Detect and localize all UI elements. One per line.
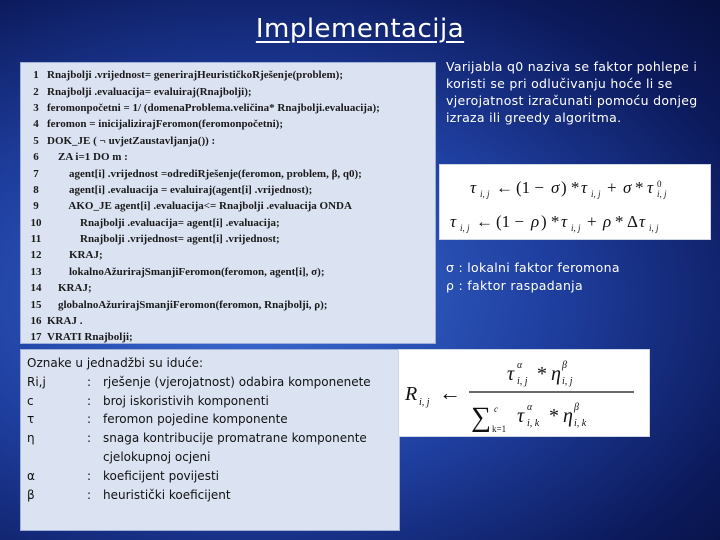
line-code: DOK_JE ( ¬ uvjetZaustavljanja()) : bbox=[47, 134, 216, 147]
notation-symbol: τ bbox=[27, 412, 35, 427]
algorithm-line bbox=[25, 231, 431, 247]
probability-formula-svg bbox=[399, 350, 649, 436]
svg-text:η: η bbox=[551, 363, 561, 385]
line-code: Rnajbolji .vrijednost= agent[i] .vrijednost; bbox=[47, 233, 280, 246]
svg-text:β: β bbox=[574, 402, 579, 413]
svg-text:i, j: i, j bbox=[460, 223, 470, 233]
svg-text:i, j: i, j bbox=[419, 397, 430, 408]
notation-definition: feromon pojedine komponente bbox=[103, 412, 288, 427]
svg-text:i, j: i, j bbox=[657, 189, 667, 199]
svg-text:τ: τ bbox=[647, 178, 654, 197]
notation-symbol: Ri,j bbox=[27, 374, 46, 389]
notation-item bbox=[27, 467, 393, 486]
line-number: 13 bbox=[30, 265, 42, 278]
algorithm-line bbox=[25, 329, 431, 345]
line-number: 10 bbox=[30, 216, 42, 229]
line-code: Rnajbolji .evaluacija= evaluiraj(Rnajbolji); bbox=[47, 85, 252, 98]
svg-text:τ: τ bbox=[561, 212, 568, 231]
line-number: 16 bbox=[30, 315, 42, 328]
line-code: ZA i=1 DO m : bbox=[47, 151, 128, 164]
line-number: 6 bbox=[33, 151, 39, 164]
notation-definition: broj iskoristivih komponenti bbox=[103, 393, 269, 408]
line-number: 2 bbox=[33, 85, 39, 98]
algorithm-line bbox=[25, 149, 431, 165]
svg-text:(1 −: (1 − bbox=[516, 178, 544, 197]
line-code: Rnajbolji .vrijednost= generirajHeurističkoRješenje(problem); bbox=[47, 69, 343, 82]
line-number: 12 bbox=[30, 249, 42, 262]
svg-text:*: * bbox=[635, 178, 644, 197]
line-code: agent[i] .vrijednost =odrediRješenje(feromon, problem, β, q0); bbox=[47, 167, 362, 180]
svg-text:) *: ) * bbox=[541, 212, 560, 231]
svg-text:β: β bbox=[562, 360, 567, 371]
svg-text:i, j: i, j bbox=[517, 376, 528, 387]
algorithm-line bbox=[25, 116, 431, 132]
svg-text:τ: τ bbox=[450, 212, 457, 231]
svg-text:←: ← bbox=[496, 178, 513, 197]
line-code: Rnajbolji .evaluacija= agent[i] .evaluacija; bbox=[47, 216, 280, 229]
line-number: 9 bbox=[33, 200, 39, 213]
legend-sigma: σ : lokalni faktor feromona bbox=[446, 260, 620, 275]
svg-text:*: * bbox=[549, 405, 559, 427]
update-formulas-svg bbox=[440, 165, 710, 239]
algorithm-line bbox=[25, 133, 431, 149]
algorithm-line bbox=[25, 264, 431, 280]
line-number: 7 bbox=[33, 167, 39, 180]
notation-symbol: α bbox=[27, 468, 35, 483]
algorithm-line bbox=[25, 100, 431, 116]
svg-text:*: * bbox=[615, 212, 624, 231]
notation-item bbox=[27, 373, 393, 392]
svg-text:σ: σ bbox=[551, 178, 560, 197]
svg-text:) *: ) * bbox=[561, 178, 580, 197]
global-update-formula bbox=[450, 212, 659, 233]
svg-text:τ: τ bbox=[581, 178, 588, 197]
algorithm-line bbox=[25, 198, 431, 214]
svg-text:c: c bbox=[494, 404, 498, 414]
notation-symbol: η bbox=[27, 431, 35, 446]
line-number: 5 bbox=[33, 134, 39, 147]
notation-definition: koeficijent povijesti bbox=[103, 468, 219, 483]
svg-text:σ: σ bbox=[623, 178, 632, 197]
line-code: KRAJ . bbox=[47, 315, 83, 328]
legend bbox=[446, 259, 708, 295]
line-number: 4 bbox=[33, 118, 39, 131]
notation-definition: snaga kontribucije promatrane komponente cjelokupnoj ocjeni bbox=[103, 431, 367, 464]
notation-separator: : bbox=[87, 468, 92, 483]
notation-symbol: β bbox=[27, 487, 35, 502]
line-code: VRATI Rnajbolji; bbox=[47, 331, 133, 344]
notation-separator: : bbox=[87, 487, 92, 502]
notation-item bbox=[27, 410, 393, 429]
line-number: 14 bbox=[30, 282, 42, 295]
local-update-formula bbox=[470, 178, 667, 199]
notation-separator: : bbox=[87, 431, 92, 446]
svg-text:(1 −: (1 − bbox=[496, 212, 524, 231]
svg-text:i, k: i, k bbox=[574, 418, 587, 429]
svg-text:i, j: i, j bbox=[649, 223, 659, 233]
line-code: agent[i] .evaluacija = evaluiraj(agent[i] .vrijednost); bbox=[47, 183, 313, 196]
svg-text:τ: τ bbox=[507, 363, 515, 385]
svg-text:0: 0 bbox=[657, 179, 662, 189]
notation-symbol: c bbox=[27, 393, 34, 408]
line-number: 11 bbox=[30, 233, 42, 246]
line-number: 3 bbox=[33, 101, 39, 114]
algorithm-line bbox=[25, 165, 431, 181]
algorithm-line bbox=[25, 215, 431, 231]
svg-text:←: ← bbox=[439, 380, 461, 405]
line-number: 8 bbox=[33, 183, 39, 196]
svg-text:R: R bbox=[405, 383, 418, 405]
svg-text:Δ: Δ bbox=[627, 212, 638, 231]
svg-text:i, k: i, k bbox=[527, 418, 540, 429]
notation-heading: Oznake u jednadžbi su iduće: bbox=[27, 356, 204, 370]
update-formulas-image bbox=[439, 164, 711, 240]
notation-separator: : bbox=[87, 412, 92, 427]
notation-item bbox=[27, 486, 393, 505]
svg-text:i, j: i, j bbox=[571, 223, 581, 233]
notation-box bbox=[20, 349, 400, 531]
algorithm-line bbox=[25, 280, 431, 296]
notation-definition: heuristički koeficijent bbox=[103, 487, 231, 502]
algorithm-line bbox=[25, 247, 431, 263]
svg-text:*: * bbox=[537, 363, 547, 385]
algorithm-line bbox=[25, 67, 431, 83]
notation-item bbox=[27, 392, 393, 411]
probability-formula-image bbox=[398, 349, 650, 437]
algorithm-line bbox=[25, 83, 431, 99]
svg-text:ρ: ρ bbox=[531, 212, 540, 231]
line-code: globalnoAžurirajSmanjiFeromon(feromon, Rnajbolji, ρ); bbox=[47, 298, 328, 311]
notation-separator: : bbox=[87, 393, 92, 408]
svg-text:τ: τ bbox=[517, 405, 525, 427]
algorithm-pseudocode bbox=[20, 62, 436, 344]
notation-separator: : bbox=[87, 374, 92, 389]
svg-text:i, j: i, j bbox=[591, 189, 601, 199]
algorithm-line bbox=[25, 296, 431, 312]
svg-text:+: + bbox=[607, 178, 617, 197]
line-number: 15 bbox=[30, 298, 42, 311]
line-code: KRAJ; bbox=[47, 282, 92, 295]
line-code: KRAJ; bbox=[47, 249, 103, 262]
svg-text:τ: τ bbox=[470, 178, 477, 197]
line-number: 17 bbox=[30, 331, 42, 344]
line-number: 1 bbox=[33, 69, 39, 82]
slide-title: Implementacija bbox=[255, 14, 465, 44]
svg-text:i, j: i, j bbox=[562, 376, 573, 387]
q0-description: Varijabla q0 naziva se faktor pohlepe i koristi se pri odlučivanju hoće li se vjerojatnost izračunati pomoću donjeg izraza ili greedy algoritma. bbox=[446, 59, 698, 125]
algorithm-line bbox=[25, 182, 431, 198]
svg-text:α: α bbox=[517, 360, 523, 371]
svg-text:ρ: ρ bbox=[603, 212, 612, 231]
svg-text:←: ← bbox=[476, 212, 493, 231]
svg-text:i, j: i, j bbox=[480, 189, 490, 199]
line-code: feromon = inicijalizirajFeromon(feromonpočetni); bbox=[47, 118, 283, 131]
svg-text:k=1: k=1 bbox=[492, 424, 507, 434]
line-code: AKO_JE agent[i] .evaluacija<= Rnajbolji .evaluacija ONDA bbox=[47, 200, 352, 213]
svg-text:τ: τ bbox=[639, 212, 646, 231]
algorithm-line bbox=[25, 313, 431, 329]
svg-text:α: α bbox=[527, 402, 533, 413]
svg-text:+: + bbox=[587, 212, 597, 231]
notation-list bbox=[27, 373, 393, 505]
notation-item bbox=[27, 429, 393, 467]
svg-text:∑: ∑ bbox=[471, 402, 491, 433]
legend-rho: ρ : faktor raspadanja bbox=[446, 278, 583, 293]
svg-text:η: η bbox=[563, 405, 573, 427]
line-code: feromonpočetni = 1/ (domenaProblema.veličina* Rnajbolji.evaluacija); bbox=[47, 101, 380, 114]
notation-definition: rješenje (vjerojatnost) odabira komponenete bbox=[103, 374, 371, 389]
line-code: lokalnoAžurirajSmanjiFeromon(feromon, agent[i], σ); bbox=[47, 265, 325, 278]
